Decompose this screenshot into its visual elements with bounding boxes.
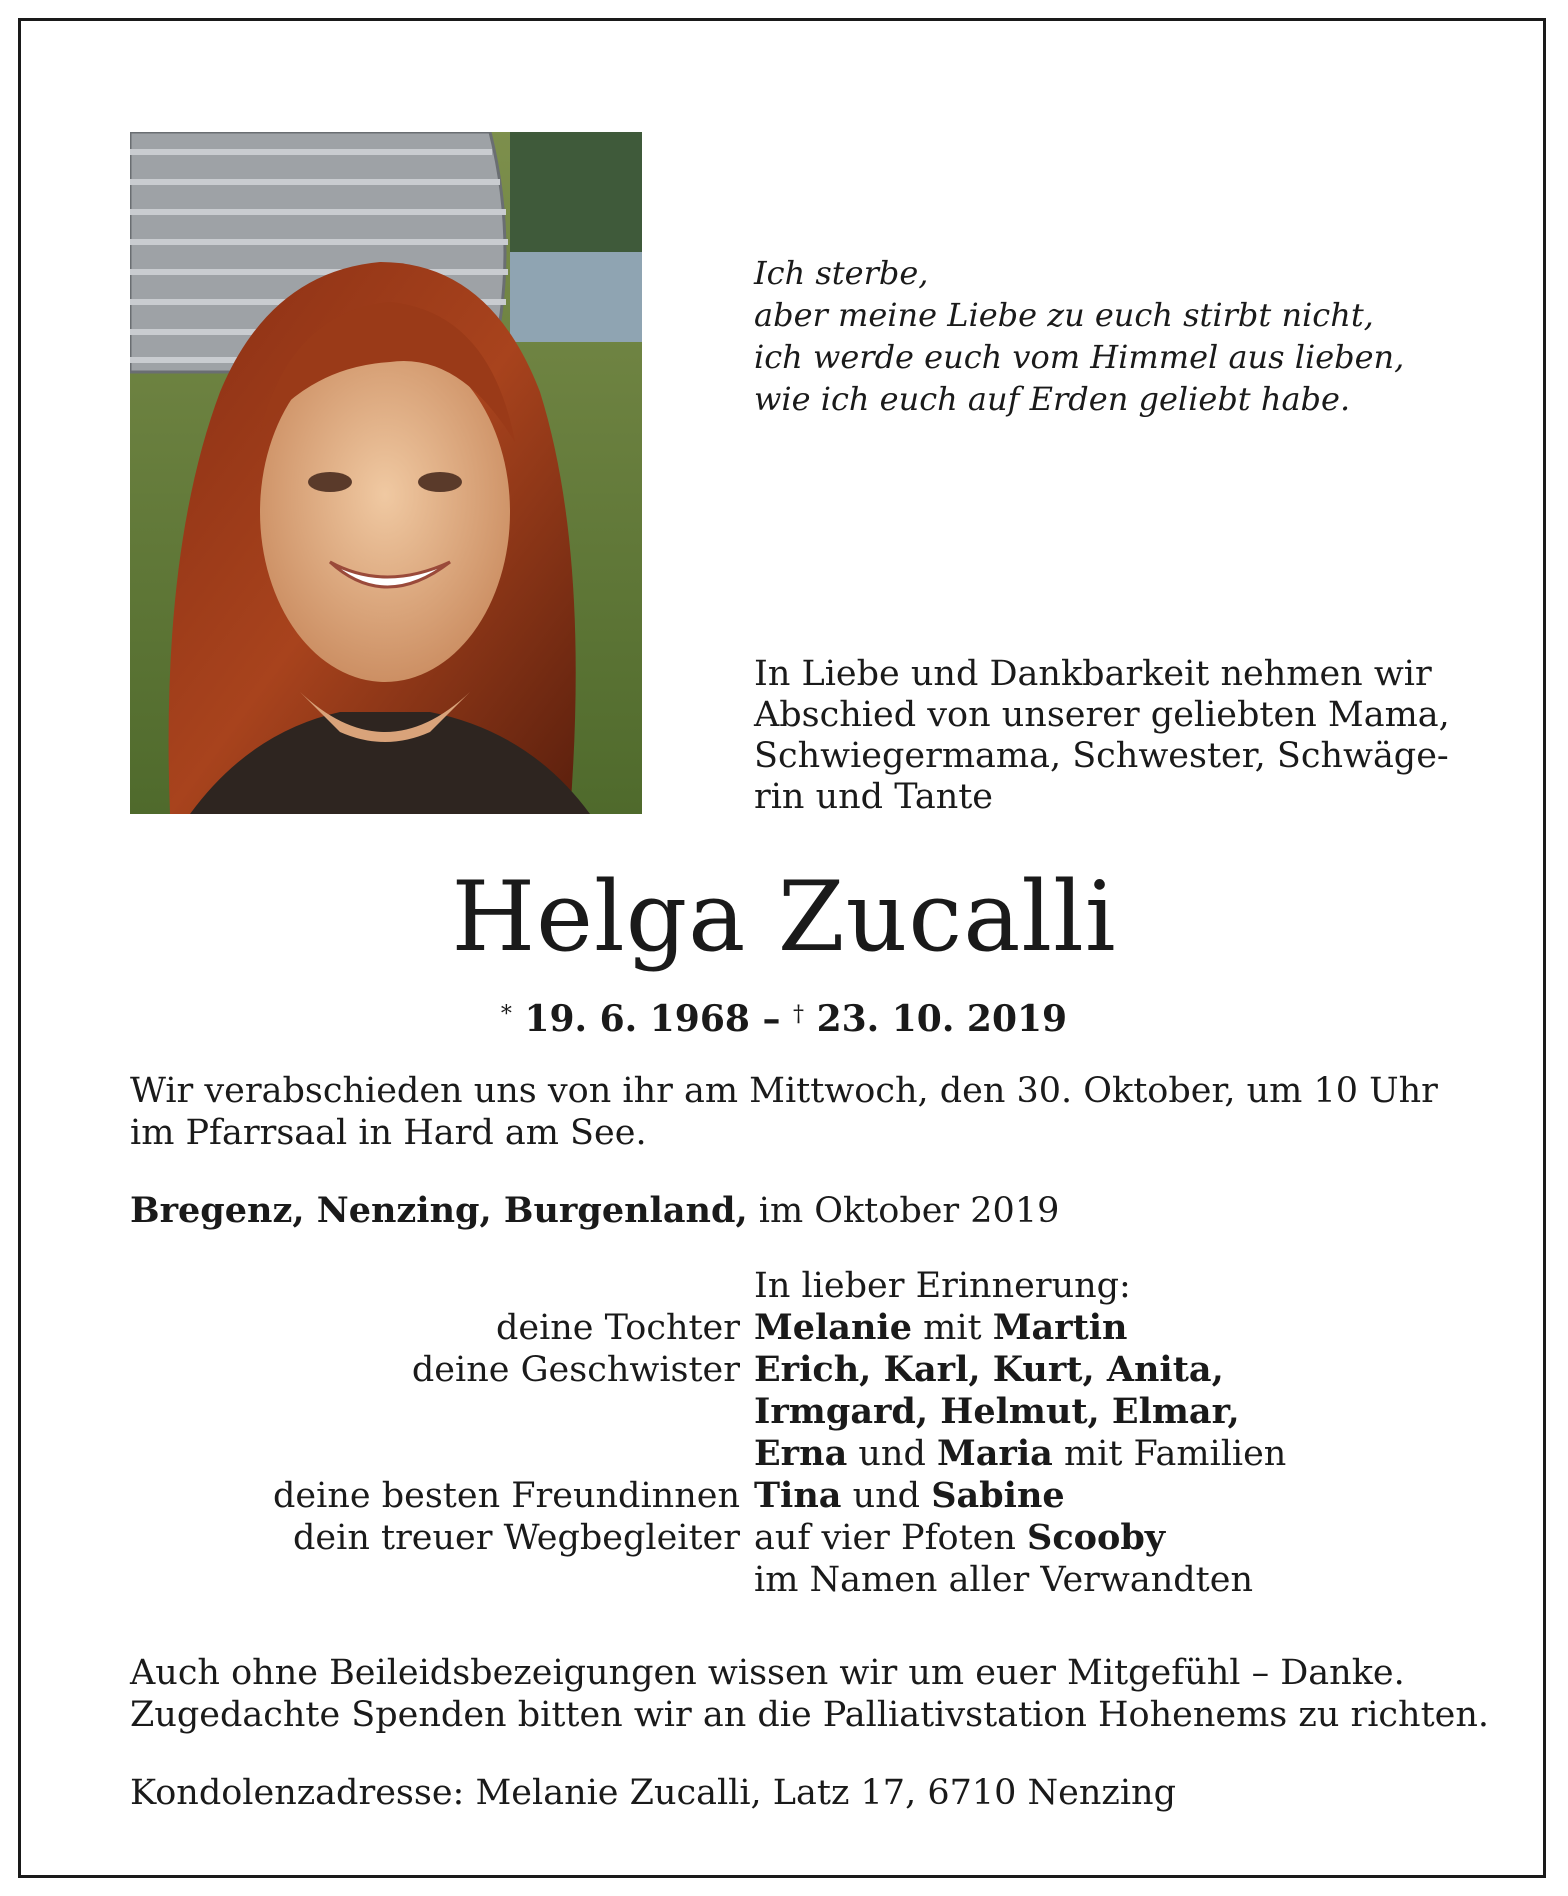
mourner-names: [754, 1517, 1165, 1559]
intro-line: Abschied von unserer geliebten Mama,: [754, 695, 1450, 735]
note-line: Auch ohne Beileidsbezeigungen wissen wir um euer Mitgefühl – Danke.: [130, 1653, 1405, 1693]
place-date-text: im Oktober 2019: [747, 1191, 1060, 1231]
mourner-row: [0, 1517, 1568, 1559]
poem-line: wie ich euch auf Erden geliebt habe.: [754, 380, 1351, 418]
death-symbol: †: [793, 1002, 805, 1027]
mourner-text: im Namen aller Verwandten: [754, 1560, 1253, 1600]
condolence-address: Kondolenzadresse: Melanie Zucalli, Latz 17, 6710 Nenzing: [130, 1773, 1176, 1813]
mourner-names: [754, 1349, 1224, 1391]
mourner-names: [754, 1475, 1065, 1517]
mourner-name: Tina: [754, 1475, 842, 1516]
mourner-row: [0, 1475, 1568, 1517]
poem-line: ich werde euch vom Himmel aus lieben,: [754, 338, 1405, 376]
poem: [754, 252, 1474, 420]
intro-line: In Liebe und Dankbarkeit nehmen wir: [754, 654, 1432, 694]
mourner-row: [0, 1307, 1568, 1349]
mourner-names: [754, 1559, 1253, 1601]
mourner-relation: dein treuer Wegbegleiter: [293, 1518, 740, 1558]
mourners-heading: In lieber Erinnerung:: [754, 1266, 1131, 1306]
intro-line: Schwiegermama, Schwester, Schwäge-: [754, 736, 1449, 776]
portrait-photo: [130, 132, 642, 814]
intro-text: [754, 654, 1494, 818]
mourner-row: [0, 1559, 1568, 1601]
death-date: 23. 10. 2019: [816, 998, 1068, 1040]
farewell-text: [130, 1070, 1470, 1154]
mourner-name: Melanie: [754, 1307, 912, 1348]
mourner-name: Martin: [992, 1307, 1128, 1348]
mourners-heading-row: [0, 1265, 1568, 1307]
birth-symbol: *: [500, 1002, 512, 1027]
place-locations: Bregenz, Nenzing, Burgenland,: [130, 1190, 748, 1231]
life-dates: [0, 992, 1568, 1042]
farewell-line: Wir verabschieden uns von ihr am Mittwoch, den 30. Oktober, um 10 Uhr: [130, 1071, 1438, 1111]
deceased-name: Helga Zucalli: [451, 861, 1117, 973]
mourner-text: auf vier Pfoten: [754, 1518, 1028, 1558]
poem-line: aber meine Liebe zu euch stirbt nicht,: [754, 296, 1374, 334]
mourner-text: mit Familien: [1052, 1434, 1287, 1474]
mourner-name: Sabine: [931, 1475, 1065, 1516]
mourner-text: mit: [912, 1308, 993, 1348]
poem-line: Ich sterbe,: [754, 254, 929, 292]
date-separator: –: [749, 998, 794, 1040]
portrait-image: [130, 132, 642, 814]
mourner-relation: deine Geschwister: [411, 1350, 740, 1390]
mourner-names: [754, 1391, 1240, 1433]
mourner-name: Erna: [754, 1433, 848, 1474]
mourner-relation: deine Tochter: [495, 1308, 740, 1348]
mourner-relation: deine besten Freundinnen: [273, 1476, 740, 1516]
mourner-name: Maria: [937, 1433, 1053, 1474]
mourner-names: [754, 1433, 1286, 1475]
place-date: [130, 1190, 1470, 1232]
mourner-text: und: [841, 1476, 932, 1516]
farewell-line: im Pfarrsaal in Hard am See.: [130, 1113, 647, 1153]
mourner-name: Scooby: [1027, 1517, 1166, 1558]
mourner-row: [0, 1433, 1568, 1475]
birth-date: 19. 6. 1968: [524, 998, 750, 1040]
mourner-name: Erich, Karl, Kurt, Anita,: [754, 1349, 1224, 1390]
mourner-row: [0, 1391, 1568, 1433]
donation-note: [130, 1652, 1490, 1736]
note-line: Zugedachte Spenden bitten wir an die Palliativstation Hohenems zu richten.: [130, 1695, 1490, 1735]
mourner-name: Irmgard, Helmut, Elmar,: [754, 1391, 1240, 1432]
mourner-names: [754, 1307, 1127, 1349]
mourner-row: [0, 1349, 1568, 1391]
mourners-list: [0, 1265, 1568, 1601]
intro-line: rin und Tante: [754, 777, 994, 817]
mourner-text: und: [847, 1434, 937, 1474]
